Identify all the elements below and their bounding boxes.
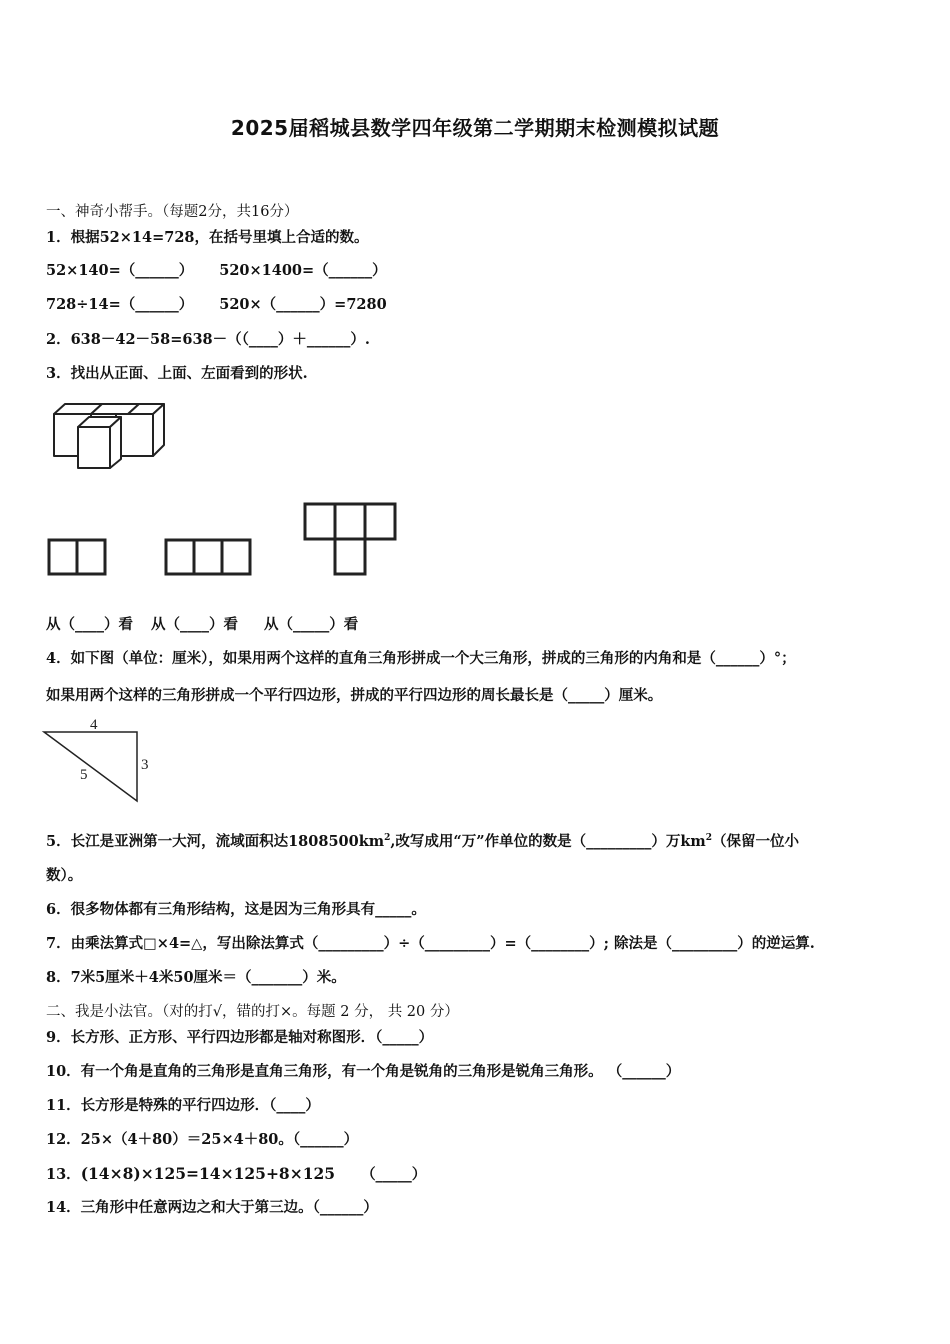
superscript-2: 2 xyxy=(705,833,713,843)
question-4-line-2: 如果用两个这样的三角形拼成一个平行四边形，拼成的平行四边形的周长最长是（_____）厘米。 xyxy=(46,687,663,704)
question-11: 11．长方形是特殊的平行四边形．（____） xyxy=(46,1097,320,1114)
question-1-row-2a: 728÷14=（______） xyxy=(46,296,194,313)
triangle-side-top-label: 4 xyxy=(90,717,98,733)
right-triangle-figure xyxy=(40,712,160,806)
question-1-row-2b: 520×（______）=7280 xyxy=(219,296,387,313)
question-10: 10．有一个角是直角的三角形是直角三角形，有一个角是锐角的三角形是锐角三角形。 （______） xyxy=(46,1063,681,1080)
question-5-line-1 xyxy=(46,828,799,852)
question-3-answers xyxy=(46,615,358,635)
question-5-part-a: 5．长江是亚洲第一大河，流域面积达1808500km xyxy=(46,832,385,850)
question-3-stem: 3．找出从正面、上面、左面看到的形状. xyxy=(46,365,308,382)
answer-view-3: 从（_____）看 xyxy=(264,616,359,633)
question-8: 8．7米5厘米＋4米50厘米＝（_______）米。 xyxy=(46,969,346,986)
question-1-row-1 xyxy=(46,261,387,281)
question-6: 6．很多物体都有三角形结构，这是因为三角形具有_____。 xyxy=(46,901,426,918)
page-title: 2025届稻城县数学四年级第二学期期末检测模拟试题 xyxy=(230,116,720,140)
question-1-row-2 xyxy=(46,295,387,315)
question-4-line-1: 4．如下图（单位：厘米），如果用两个这样的直角三角形拼成一个大三角形，拼成的三角形的内角和是（______）°； xyxy=(46,650,796,667)
question-7: 7．由乘法算式□×4=△，写出除法算式（_________）÷（_________）=（________）; 除法是（_________）的逆运算. xyxy=(46,935,815,952)
question-5-part-b: ,改写成用“万”作单位的数是（_________）万km xyxy=(390,832,706,850)
question-1-row-1b: 520×1400=（______） xyxy=(219,262,387,279)
triangle-side-right-label: 3 xyxy=(141,757,149,773)
question-14: 14．三角形中任意两边之和大于第三边。（______） xyxy=(46,1199,378,1216)
question-12: 12．25×（4＋80）＝25×4＋80。（______） xyxy=(46,1131,359,1148)
question-13-blank: （_____） xyxy=(361,1166,427,1183)
superscript-2: 2 xyxy=(384,833,391,843)
question-13-number: 13． xyxy=(46,1166,81,1183)
question-5-line-2: 数）。 xyxy=(46,867,83,884)
answer-view-2: 从（____）看 xyxy=(151,616,238,633)
question-2: 2．638－42－58=638－（（____）＋______）. xyxy=(46,331,370,348)
question-1-stem: 1．根据52×14=728，在括号里填上合适的数。 xyxy=(46,229,369,246)
triangle-side-hyp-label: 5 xyxy=(80,767,88,783)
question-5-part-c: （保留一位小 xyxy=(712,832,800,850)
question-1-row-1a: 52×140=（______） xyxy=(46,262,194,279)
answer-view-1: 从（____）看 xyxy=(46,616,133,633)
question-9: 9．长方形、正方形、平行四边形都是轴对称图形．（_____） xyxy=(46,1029,434,1046)
section2-heading: 二、我是小法官。（对的打√，错的打×。每题 2 分， 共 20 分） xyxy=(46,1004,459,1020)
question-13 xyxy=(46,1164,426,1185)
cube-solid-figure xyxy=(52,400,172,472)
view-shape-three-squares xyxy=(164,538,252,576)
question-13-formula: (14×8)×125=14×125+8×125 xyxy=(80,1164,336,1183)
view-shape-t-shape xyxy=(303,502,397,576)
section1-heading: 一、神奇小帮手。（每题2分，共16分） xyxy=(46,204,299,220)
view-shape-two-squares xyxy=(47,538,107,576)
